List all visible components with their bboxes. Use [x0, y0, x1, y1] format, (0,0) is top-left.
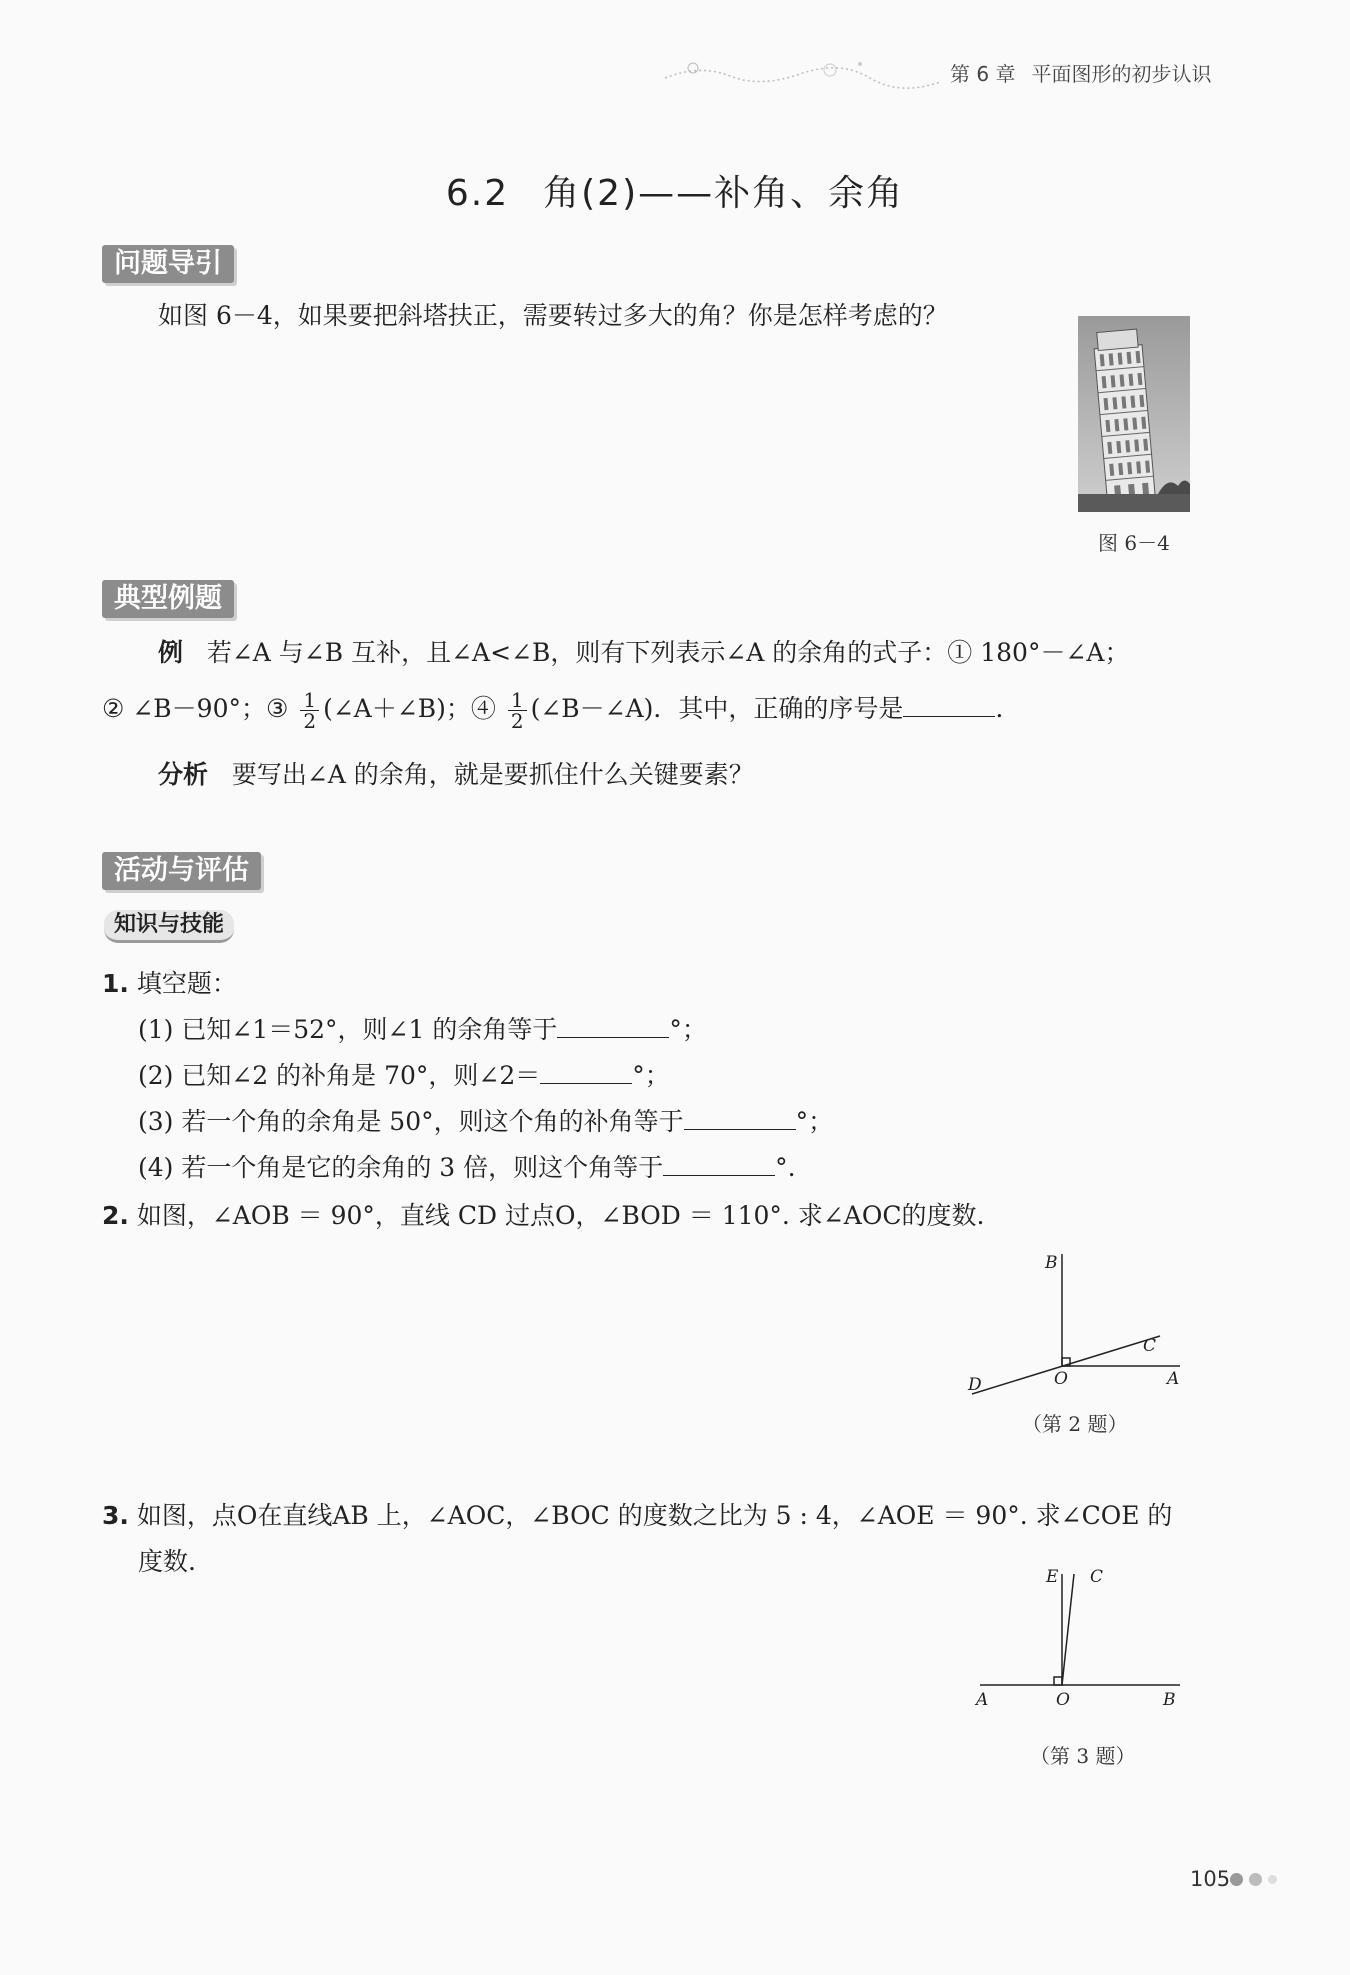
- example-analysis: [158, 758, 754, 792]
- leaning-tower-photo: [1078, 316, 1190, 512]
- section-number: 6.2: [445, 173, 510, 214]
- example-label: 例: [158, 638, 184, 667]
- fraction-numerator: 1: [300, 690, 319, 711]
- banner-activity: 活动与评估: [102, 852, 261, 890]
- q1-number: 1.: [102, 969, 129, 998]
- label-O: O: [1054, 1369, 1068, 1389]
- q2-figure: [960, 1248, 1190, 1398]
- q3-number: 3.: [102, 1501, 129, 1530]
- example-line-1-text: 若∠A 与∠B 互补，且∠A<∠B，则有下列表示∠A 的余角的式子：① 180°－∠A；: [206, 638, 1130, 667]
- page-number: 105: [1190, 1867, 1231, 1891]
- answer-blank: [684, 1107, 796, 1130]
- label-A: A: [1167, 1369, 1180, 1389]
- banner-knowledge: 知识与技能: [104, 910, 234, 943]
- label-B: B: [1163, 1690, 1176, 1710]
- q2: [102, 1199, 984, 1233]
- label-B: B: [1045, 1253, 1058, 1273]
- ray-OC: [1062, 1574, 1074, 1685]
- fraction-denominator: 2: [303, 709, 317, 733]
- page-dot-decoration: [1249, 1873, 1262, 1886]
- q2-text: 如图，∠AOB ＝ 90°，直线 CD 过点O，∠BOD ＝ 110°. 求∠AOC的度数.: [136, 1201, 985, 1230]
- q3-text-2: 度数.: [138, 1547, 196, 1576]
- q1-item-1-text: (1) 已知∠1＝52°，则∠1 的余角等于: [138, 1015, 558, 1044]
- label-C: C: [1090, 1567, 1104, 1587]
- example-line-2c: (∠B－∠A)．其中，正确的序号是: [530, 694, 904, 723]
- example-line-2a: ② ∠B－90°；③: [102, 694, 289, 723]
- q1-item-2-end: °；: [632, 1061, 670, 1090]
- running-header: [950, 58, 1227, 87]
- header-chapter: 第 6 章: [950, 62, 1016, 86]
- q3-caption: （第 3 题）: [1030, 1744, 1136, 1768]
- page-dot-decoration: [1268, 1875, 1277, 1884]
- section-title: [0, 165, 1350, 216]
- q3-text-1: 如图，点O在直线AB 上，∠AOC，∠BOC 的度数之比为 5 : 4，∠AOE ＝ 90°. 求∠COE 的: [136, 1501, 1173, 1530]
- fraction-one-half-a: [300, 690, 319, 731]
- guide-question: 如图 6－4，如果要把斜塔扶正，需要转过多大的角？你是怎样考虑的？: [158, 301, 948, 330]
- section-title-text: 角(2)——补角、余角: [543, 173, 905, 214]
- answer-blank: [540, 1061, 632, 1084]
- example-line-2-end: ．: [995, 694, 1021, 723]
- banner-guide: 问题导引: [102, 245, 234, 283]
- q1-item-4-text: (4) 若一个角是它的余角的 3 倍，则这个角等于: [138, 1153, 664, 1182]
- q1-heading: [102, 967, 237, 1001]
- fraction-denominator: 2: [510, 709, 524, 733]
- answer-blank: [663, 1153, 775, 1176]
- q1-item-1: [138, 1013, 707, 1047]
- q1-item-1-end: °；: [669, 1015, 707, 1044]
- analysis-label: 分析: [158, 760, 209, 789]
- figure-6-4-caption: 图 6－4: [1098, 531, 1170, 555]
- q2-caption: （第 2 题）: [1022, 1412, 1128, 1436]
- q1-item-2: [138, 1059, 670, 1093]
- example-line-2b: (∠A＋∠B)；④: [323, 694, 496, 723]
- fraction-numerator: 1: [508, 690, 527, 711]
- q1-item-2-text: (2) 已知∠2 的补角是 70°，则∠2＝: [138, 1061, 541, 1090]
- q2-number: 2.: [102, 1201, 129, 1230]
- answer-blank: [557, 1015, 669, 1038]
- label-E: E: [1046, 1567, 1059, 1587]
- header-chapter-title: 平面图形的初步认识: [1031, 62, 1212, 86]
- q1-item-3-text: (3) 若一个角的余角是 50°，则这个角的补角等于: [138, 1107, 684, 1136]
- label-C: C: [1143, 1336, 1157, 1356]
- answer-blank: [903, 694, 995, 717]
- q3-figure: [970, 1560, 1185, 1710]
- label-D: D: [968, 1375, 982, 1395]
- q3-line-1: [102, 1499, 1172, 1533]
- page-dot-decoration: [1230, 1873, 1243, 1886]
- q1-item-3: [138, 1105, 833, 1139]
- q1-title: 填空题：: [136, 969, 237, 998]
- q1-item-3-end: °；: [795, 1107, 834, 1136]
- header-decoration: [660, 56, 945, 90]
- fraction-one-half-b: [508, 690, 527, 731]
- example-line-2: [102, 690, 1020, 731]
- q1-item-4: [138, 1151, 796, 1185]
- right-angle-mark: [1054, 1677, 1062, 1685]
- q1-item-4-end: °.: [775, 1153, 796, 1182]
- label-A: A: [976, 1690, 989, 1710]
- example-line-1: [158, 636, 1129, 670]
- label-O: O: [1056, 1690, 1070, 1710]
- analysis-text: 要写出∠A 的余角，就是要抓住什么关键要素？: [231, 760, 754, 789]
- banner-example: 典型例题: [102, 580, 234, 618]
